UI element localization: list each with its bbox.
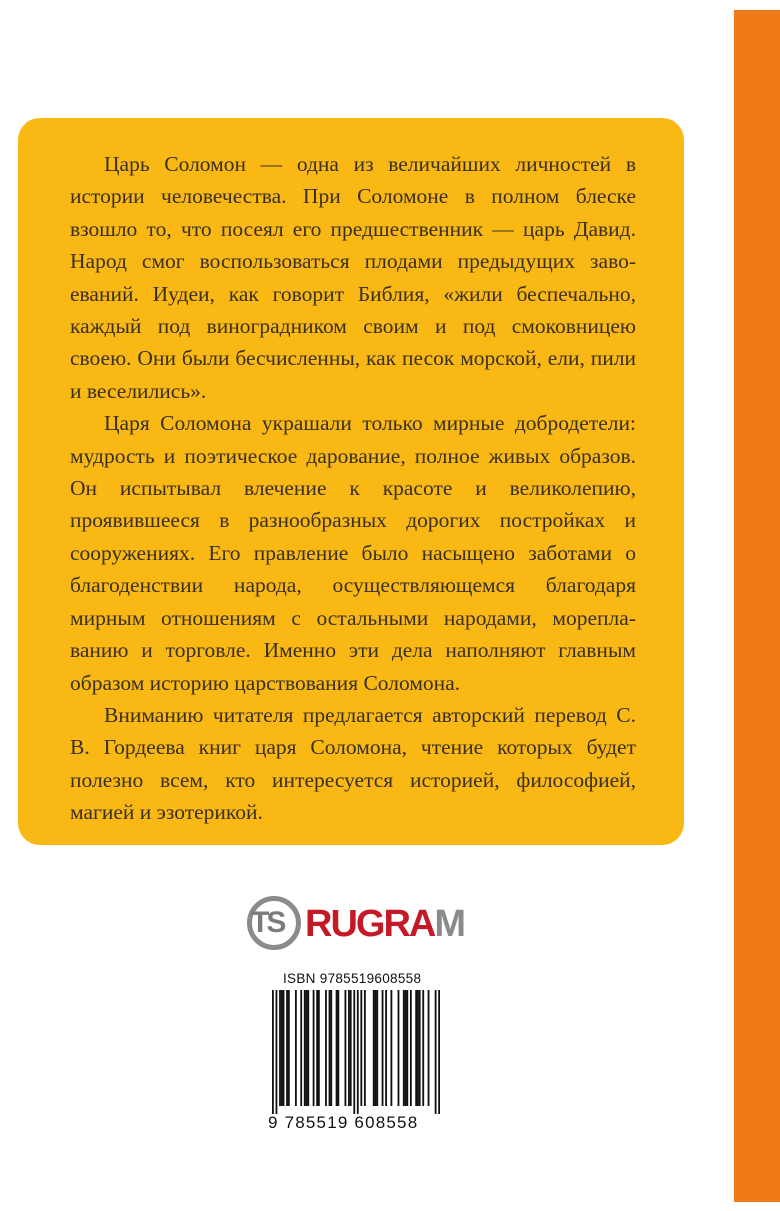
- blurb-paragraph-3: Вниманию читателя предлагается авторский перевод С. В. Гордеева книг царя Соломона, чтение которых будет полезно всем, кто интересуется историей, философией, магией и эзотерикой.: [70, 702, 636, 825]
- barcode-bar: [325, 990, 327, 1106]
- barcode-bar: [288, 990, 290, 1106]
- barcode-bar: [348, 990, 350, 1106]
- spine-stripe: [734, 10, 780, 1202]
- barcode-bar: [286, 990, 288, 1106]
- barcode-bar: [382, 990, 384, 1106]
- blurb-paragraph-1: Царь Соломон — одна из величайших личностей в истории человечества. При Соломоне в полном блеске взошло то, что посеял его предшественник — царь Давид. Народ смог воспользоваться плодами предыдущих завоеваний. Иудеи, как говорит Библия, «жили беспечально, каждый под виноградником своим и под смоковницею своею. Они были бесчисленны, как песок морской, ели, пили и веселились».: [70, 152, 636, 403]
- publisher-name: RUGRAM: [305, 903, 464, 945]
- barcode-bar: [405, 990, 407, 1106]
- barcode-bar: [350, 990, 352, 1106]
- barcode-bar: [398, 990, 400, 1106]
- barcode-bar: [304, 990, 306, 1106]
- barcode-bar: [276, 990, 278, 1114]
- barcode-bar: [345, 990, 347, 1106]
- barcode-bar: [385, 990, 387, 1106]
- barcode-bar: [279, 990, 281, 1106]
- barcode-bar: [337, 990, 339, 1106]
- barcode: [272, 990, 440, 1114]
- barcode-bar: [406, 990, 408, 1106]
- barcode-bar: [415, 990, 417, 1106]
- barcode-bar: [376, 990, 378, 1106]
- barcode-bar: [281, 990, 283, 1106]
- barcode-bar: [357, 990, 359, 1114]
- barcode-bar: [360, 990, 362, 1106]
- barcode-bar: [318, 990, 320, 1106]
- barcode-bar: [410, 990, 412, 1106]
- barcode-bar: [283, 990, 285, 1106]
- barcode-bar: [330, 990, 332, 1106]
- barcode-bar: [307, 990, 309, 1106]
- logo-mark: TS: [251, 906, 284, 939]
- isbn-label: ISBN 9785519608558: [283, 971, 422, 986]
- barcode-bar: [329, 990, 331, 1106]
- barcode-bar: [403, 990, 405, 1106]
- barcode-bar: [390, 990, 392, 1106]
- barcode-bar: [272, 990, 274, 1114]
- barcode-bar: [316, 990, 318, 1106]
- barcode-bar: [306, 990, 308, 1106]
- barcode-bar: [295, 990, 297, 1106]
- barcode-bar: [364, 990, 366, 1106]
- barcode-bar: [375, 990, 377, 1106]
- barcode-bar: [435, 990, 437, 1114]
- barcode-bar: [419, 990, 421, 1106]
- barcode-bar: [373, 990, 375, 1106]
- barcode-bar: [422, 990, 424, 1106]
- barcode-bar: [300, 990, 302, 1106]
- publisher-logo-icon: [245, 896, 465, 956]
- barcode-bar: [313, 990, 315, 1106]
- barcode-bar: [417, 990, 419, 1106]
- barcode-digits: 9 785519 608558: [268, 1113, 419, 1132]
- barcode-bar: [353, 990, 355, 1114]
- blurb-panel: [18, 118, 684, 845]
- barcode-bar: [438, 990, 440, 1114]
- barcode-bar: [336, 990, 338, 1106]
- blurb-paragraph-2: Царя Соломона украшали только мирные добродетели: мудрость и поэтическое дарование, полное живых образов. Он испытывал влечение к красоте и великолепию, проявившееся в разнообразных дорогих постройках и сооружениях. Его правление было насыщено заботами о благоденствии народа, осуществляющемся благодаря мирным отношениям с остальными народами, мореплаванию и торговле. Именно эти дела наполняют главным образом историю царствования Соломона.: [70, 411, 636, 695]
- barcode-bar: [428, 990, 430, 1106]
